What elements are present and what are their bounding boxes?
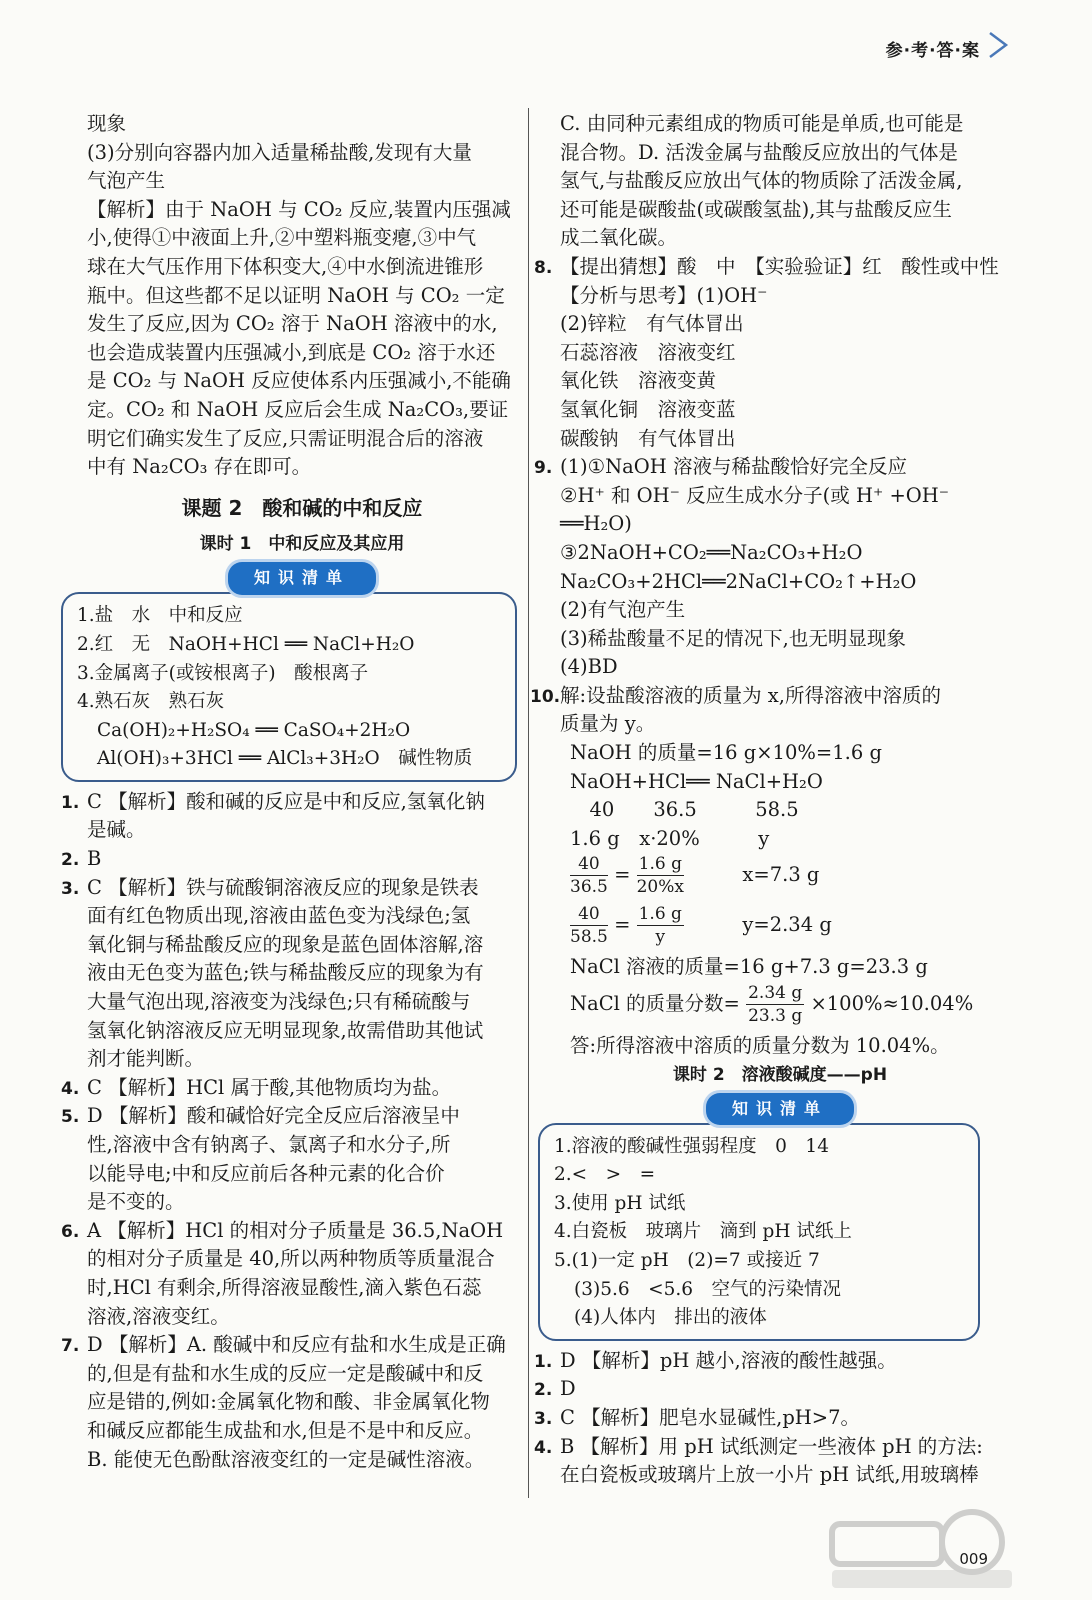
box-line: (3)5.6 <5.6 空气的污染情况 bbox=[574, 1278, 842, 1300]
answer-number: 4. bbox=[61, 1078, 80, 1099]
answer-number: 5. bbox=[61, 1107, 80, 1128]
answer-text: D 【解析】pH 越小,溶液的酸性越强。 bbox=[560, 1348, 897, 1372]
fraction bbox=[746, 982, 804, 1027]
answer-text: 溶液,溶液变红。 bbox=[87, 1304, 230, 1328]
answer-item bbox=[61, 845, 517, 874]
answer-number: 2. bbox=[61, 850, 80, 871]
answer-text: NaCl 溶液的质量=16 g+7.3 g=23.3 g bbox=[570, 955, 928, 979]
answer-text: 液由无色变为蓝色;铁与稀盐酸反应的现象为有 bbox=[87, 961, 484, 985]
answer-text: Na₂CO₃+2HCl══2NaCl+CO₂↑+H₂O bbox=[560, 569, 917, 593]
answer-text: ②H⁺ 和 OH⁻ 反应生成水分子(或 H⁺ +OH⁻ bbox=[560, 483, 950, 507]
answer-text: 氧化铁 溶液变黄 bbox=[560, 369, 717, 393]
box-line: 1.盐 水 中和反应 bbox=[77, 605, 243, 627]
knowledge-badge-wrap bbox=[87, 562, 517, 592]
equals-sign: = bbox=[614, 913, 631, 937]
answer-text: 是碱。 bbox=[87, 818, 146, 842]
answer-text: D bbox=[560, 1377, 576, 1401]
text-line: 氢气,与盐酸反应放出气体的物质除了活泼金属, bbox=[560, 169, 963, 193]
result: x=7.3 g bbox=[742, 863, 820, 887]
fraction-row-x bbox=[560, 853, 1000, 903]
denominator: y bbox=[655, 927, 666, 948]
knowledge-badge-wrap bbox=[560, 1093, 1000, 1123]
answer-text: ③2NaOH+CO₂══Na₂CO₃+H₂O bbox=[560, 540, 863, 564]
answer-text: 面有红色物质出现,溶液由蓝色变为浅绿色;氢 bbox=[87, 904, 471, 928]
answer-number: 6. bbox=[61, 1221, 80, 1242]
text-line: 中有 Na₂CO₃ 存在即可。 bbox=[87, 455, 312, 479]
answer-text: D 【解析】A. 酸碱中和反应有盐和水生成是正确 bbox=[87, 1333, 506, 1357]
answer-text: B. 能使无色酚酞溶液变红的一定是碱性溶液。 bbox=[87, 1447, 485, 1471]
text-line: 发生了反应,因为 CO₂ 溶于 NaOH 溶液中的水, bbox=[87, 312, 498, 336]
percent-tail: ×100%≈10.04% bbox=[810, 992, 974, 1016]
answer-text: ══H₂O) bbox=[560, 512, 632, 536]
fraction bbox=[637, 853, 684, 898]
fraction-row-y bbox=[560, 903, 1000, 953]
answer-text: (1)①NaOH 溶液与稀盐酸恰好完全反应 bbox=[560, 455, 907, 479]
text-line: 也会造成装置内压强减小,到底是 CO₂ 溶于水还 bbox=[87, 340, 496, 364]
answer-text: 解:设盐酸溶液的质量为 x,所得溶液中溶质的 bbox=[560, 683, 941, 707]
knowledge-badge: 知识清单 bbox=[228, 562, 376, 595]
answer-list bbox=[534, 1347, 1000, 1490]
denominator: 20%x bbox=[636, 877, 684, 898]
answer-text: 是不变的。 bbox=[87, 1190, 185, 1214]
answer-item bbox=[61, 788, 517, 845]
denominator: 23.3 g bbox=[748, 1006, 803, 1027]
answer-text: (4)BD bbox=[560, 655, 618, 679]
numerator: 40 bbox=[570, 903, 608, 926]
answer-text: 在白瓷板或玻璃片上放一小片 pH 试纸,用玻璃棒 bbox=[560, 1463, 979, 1487]
answer-text: 和碱反应都能生成盐和水,但是不是中和反应。 bbox=[87, 1418, 484, 1442]
answer-text: B 【解析】用 pH 试纸测定一些液体 pH 的方法: bbox=[560, 1434, 983, 1458]
text-line: 【解析】由于 NaOH 与 CO₂ 反应,装置内压强减 bbox=[87, 197, 511, 221]
answer-text: 时,HCl 有剩余,所得溶液显酸性,滴入紫色石蕊 bbox=[87, 1275, 482, 1299]
answer-item bbox=[61, 874, 517, 1074]
text-line: 现象 bbox=[87, 112, 127, 135]
box-line: 4.熟石灰 熟石灰 bbox=[77, 691, 225, 713]
answer-text: 石蕊溶液 溶液变红 bbox=[560, 340, 736, 364]
answer-text: 40 36.5 58.5 bbox=[570, 798, 799, 822]
answer-item bbox=[61, 1102, 517, 1216]
numerator: 2.34 g bbox=[748, 983, 803, 1004]
answer-list bbox=[61, 788, 517, 1474]
text-line: 小,使得①中液面上升,②中塑料瓶变瘪,③中气 bbox=[87, 226, 477, 250]
answer-number: 4. bbox=[534, 1437, 553, 1458]
box-line: Al(OH)₃+3HCl ══ AlCl₃+3H₂O 碱性物质 bbox=[97, 748, 473, 770]
box-line: 2.< > = bbox=[554, 1164, 656, 1186]
answer-item bbox=[61, 1331, 517, 1474]
answer-number: 8. bbox=[534, 257, 553, 278]
lesson-title: 课题 2 酸和碱的中和反应 bbox=[181, 495, 423, 520]
fraction bbox=[570, 853, 608, 898]
answer-text: C 【解析】HCl 属于酸,其他物质均为盐。 bbox=[87, 1075, 452, 1099]
answer-text: (2)锌粒 有气体冒出 bbox=[560, 312, 744, 336]
denominator: 58.5 bbox=[570, 927, 608, 948]
answer-text: 氢氧化钠溶液反应无明显现象,故需借助其他试 bbox=[87, 1018, 484, 1042]
percent-row bbox=[560, 982, 1000, 1032]
right-column bbox=[530, 110, 1000, 1490]
answer-text: C 【解析】酸和碱的反应是中和反应,氢氧化钠 bbox=[87, 789, 485, 813]
answer-number: 2. bbox=[534, 1380, 553, 1401]
answer-number: 1. bbox=[61, 792, 80, 813]
page-header-title: 参·考·答·案 bbox=[885, 41, 980, 61]
left-top-text bbox=[87, 110, 517, 482]
answer-text: 碳酸钠 有气体冒出 bbox=[560, 426, 736, 450]
answer-text: 大量气泡出现,溶液变为浅绿色;只有稀硫酸与 bbox=[87, 990, 471, 1014]
sub-title: 课时 2 溶液酸碱度——pH bbox=[672, 1064, 888, 1085]
box-line: (4)人体内 排出的液体 bbox=[574, 1307, 767, 1329]
answer-text: B bbox=[87, 847, 102, 871]
text-line: 球在大气压作用下体积变大,④中水倒流进锥形 bbox=[87, 254, 484, 278]
answer-text: A 【解析】HCl 的相对分子质量是 36.5,NaOH bbox=[87, 1218, 504, 1242]
result: y=2.34 g bbox=[742, 913, 832, 937]
text-line: 是 CO₂ 与 NaOH 反应使体系内压强减小,不能确 bbox=[87, 369, 511, 393]
column-divider bbox=[528, 108, 529, 1498]
watermark-logo bbox=[822, 1504, 1022, 1594]
box-line: 2.红 无 NaOH+HCl ══ NaCl+H₂O bbox=[77, 633, 415, 655]
answer-number: 3. bbox=[534, 1408, 553, 1429]
text-line: 瓶中。但这些都不足以证明 NaOH 与 CO₂ 一定 bbox=[87, 283, 505, 307]
box-line: 3.金属离子(或铵根离子) 酸根离子 bbox=[77, 662, 369, 684]
answer-item bbox=[61, 1217, 517, 1331]
box-line: 1.溶液的酸碱性强弱程度 0 14 bbox=[554, 1135, 829, 1157]
numerator: 1.6 g bbox=[638, 904, 682, 925]
text-line: 混合物。D. 活泼金属与盐酸反应放出的气体是 bbox=[560, 140, 958, 164]
text-line: C. 由同种元素组成的物质可能是单质,也可能是 bbox=[560, 112, 964, 135]
left-column bbox=[61, 110, 517, 1474]
percent-label: NaCl 的质量分数= bbox=[570, 992, 740, 1016]
numerator: 1.6 g bbox=[637, 853, 684, 876]
knowledge-box bbox=[538, 1123, 980, 1341]
text-line: (3)分别向容器内加入适量稀盐酸,发现有大量 bbox=[87, 140, 472, 164]
box-line: 4.白瓷板 玻璃片 滴到 pH 试纸上 bbox=[554, 1221, 852, 1243]
answer-text: 的相对分子质量是 40,所以两种物质等质量混合 bbox=[87, 1247, 495, 1271]
answer-text: NaOH+HCl══ NaCl+H₂O bbox=[570, 769, 823, 793]
answer-text: 以能导电;中和反应前后各种元素的化合价 bbox=[87, 1161, 445, 1185]
fraction bbox=[637, 903, 684, 948]
box-line: 3.使用 pH 试纸 bbox=[554, 1192, 686, 1214]
knowledge-badge: 知识清单 bbox=[706, 1093, 854, 1126]
answer-text: 的,但是有盐和水生成的反应一定是酸碱中和反 bbox=[87, 1361, 484, 1385]
question-8 bbox=[534, 253, 1000, 453]
question-10 bbox=[530, 682, 1000, 1061]
denominator: 36.5 bbox=[570, 877, 608, 898]
answer-number: 9. bbox=[534, 458, 553, 479]
answer-text: 氧化铜与稀盐酸反应的现象是蓝色固体溶解,溶 bbox=[87, 932, 484, 956]
answer-text: 质量为 y。 bbox=[560, 712, 656, 736]
answer-text: (2)有气泡产生 bbox=[560, 598, 686, 622]
box-line: 5.(1)一定 pH (2)=7 或接近 7 bbox=[554, 1250, 820, 1271]
answer-number: 1. bbox=[534, 1351, 553, 1372]
right-top-text bbox=[560, 110, 1000, 253]
answer-text: NaOH 的质量=16 g×10%=1.6 g bbox=[570, 741, 882, 765]
answer-text: 剂才能判断。 bbox=[87, 1047, 205, 1071]
answer-text: 性,溶液中含有钠离子、氯离子和水分子,所 bbox=[87, 1133, 451, 1156]
question-9 bbox=[534, 453, 1000, 682]
text-line: 明它们确实发生了反应,只需证明混合后的溶液 bbox=[87, 426, 484, 450]
answer-text: 【分析与思考】(1)OH⁻ bbox=[560, 283, 768, 307]
answer-text: 【提出猜想】酸 中 【实验验证】红 酸性或中性 bbox=[560, 254, 999, 278]
answer-number: 7. bbox=[61, 1336, 80, 1357]
answer-text: D 【解析】酸和碱恰好完全反应后溶液呈中 bbox=[87, 1104, 460, 1128]
text-line: 气泡产生 bbox=[87, 169, 166, 193]
equals-sign: = bbox=[614, 863, 631, 887]
answer-text: 1.6 g x·20% y bbox=[570, 826, 770, 850]
answer-item bbox=[61, 1074, 517, 1103]
page-number: 009 bbox=[959, 1550, 988, 1568]
answer-text: C 【解析】肥皂水显碱性,pH>7。 bbox=[560, 1405, 861, 1429]
text-line: 定。CO₂ 和 NaOH 反应后会生成 Na₂CO₃,要证 bbox=[87, 397, 509, 421]
text-line: 还可能是碳酸盐(或碳酸氢盐),其与盐酸反应生 bbox=[560, 197, 952, 221]
answer-number: 10. bbox=[530, 686, 561, 707]
box-line: Ca(OH)₂+H₂SO₄ ══ CaSO₄+2H₂O bbox=[97, 719, 411, 741]
chevron-right-icon bbox=[984, 30, 1012, 60]
answer-text: C 【解析】铁与硫酸铜溶液反应的现象是铁表 bbox=[87, 875, 479, 899]
answer-text: (3)稀盐酸量不足的情况下,也无明显现象 bbox=[560, 626, 906, 650]
answer-number: 3. bbox=[61, 878, 80, 899]
sub-title: 课时 1 中和反应及其应用 bbox=[199, 534, 405, 555]
answer-text: 氢氧化铜 溶液变蓝 bbox=[560, 397, 736, 421]
answer-text: 应是错的,例如:金属氧化物和酸、非金属氧化物 bbox=[87, 1390, 490, 1414]
text-line: 成二氧化碳。 bbox=[560, 226, 678, 250]
knowledge-box bbox=[61, 592, 517, 782]
answer-text: 答:所得溶液中溶质的质量分数为 10.04%。 bbox=[570, 1034, 950, 1058]
numerator: 40 bbox=[570, 853, 608, 876]
fraction bbox=[570, 903, 608, 948]
